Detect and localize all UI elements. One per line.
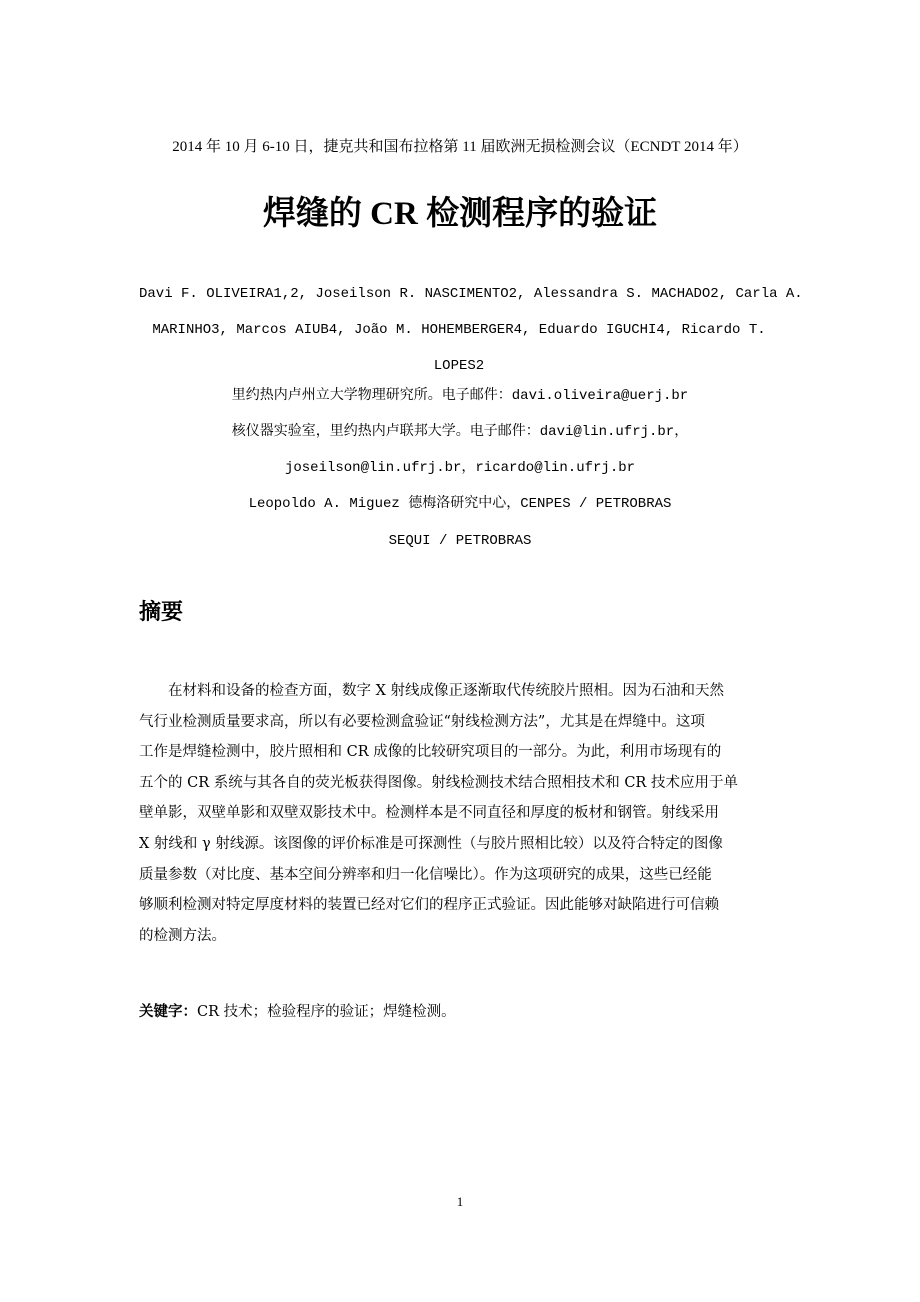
affiliation-line: 里约热内卢州立大学物理研究所。电子邮件：davi.oliveira@uerj.br [231,388,689,404]
keywords-line [139,1000,456,1024]
paper-title: 焊缝的 CR 检测程序的验证 [262,196,658,232]
affiliation-line: 核仪器实验室，里约热内卢联邦大学。电子邮件：davi@lin.ufrj.br， [231,424,689,440]
abstract-line: 壁单影，双壁单影和双壁双影技术中。检测样本是不同直径和厚度的板材和钢管。射线采用 [139,805,719,822]
keywords-text: CR 技术；检验程序的验证；焊缝检测。 [197,1004,456,1020]
affiliation-line: Leopoldo A. Miguez 德梅洛研究中心，CENPES / PETROBRAS [248,496,672,512]
abstract-line: 工作是焊缝检测中，胶片照相和 CR 成像的比较研究项目的一部分。为此，利用市场现有的 [139,744,722,761]
page-number: 1 [456,1194,464,1209]
abstract-line: X 射线和 γ 射线源。该图像的评价标准是可探测性（与胶片照相比较）以及符合特定的图像 [139,835,723,852]
abstract-line: 够顺利检测对特定厚度材料的装置已经对它们的程序正式验证。因此能够对缺陷进行可信赖 [139,897,719,914]
author-line: Davi F. OLIVEIRA1,2, Joseilson R. NASCIMENTO2, Alessandra S. MACHADO2, Carla A. [139,286,803,302]
affiliation-line: joseilson@lin.ufrj.br，ricardo@lin.ufrj.br [284,460,636,476]
abstract-line: 的检测方法。 [139,927,226,944]
keywords-label: 关键字： [139,1003,197,1020]
abstract-line: 气行业检测质量要求高，所以有必要检测盒验证“射线检测方法”，尤其是在焊缝中。这项 [139,713,705,730]
abstract-line: 五个的 CR 系统与其各自的荧光板获得图像。射线检测技术结合照相技术和 CR 技术应用于单 [139,774,738,791]
conference-header: 2014 年 10 月 6-10 日，捷克共和国布拉格第 11 届欧洲无损检测会议（ECNDT 2014 年） [172,139,748,155]
author-list [139,276,803,384]
abstract-heading: 摘要 [139,600,184,625]
author-line: LOPES2 [433,358,485,374]
abstract-line: 在材料和设备的检查方面，数字 X 射线成像正逐渐取代传统胶片照相。因为石油和天然 [139,683,725,699]
author-line: MARINHO3, Marcos AIUB4, João M. HOHEMBERGER4, Eduardo IGUCHI4, Ricardo T. [152,322,766,338]
abstract-line: 质量参数（对比度、基本空间分辨率和归一化信噪比）。作为这项研究的成果，这些已经能 [139,866,712,883]
abstract-body [139,676,781,951]
affiliation-line: SEQUI / PETROBRAS [388,533,532,549]
